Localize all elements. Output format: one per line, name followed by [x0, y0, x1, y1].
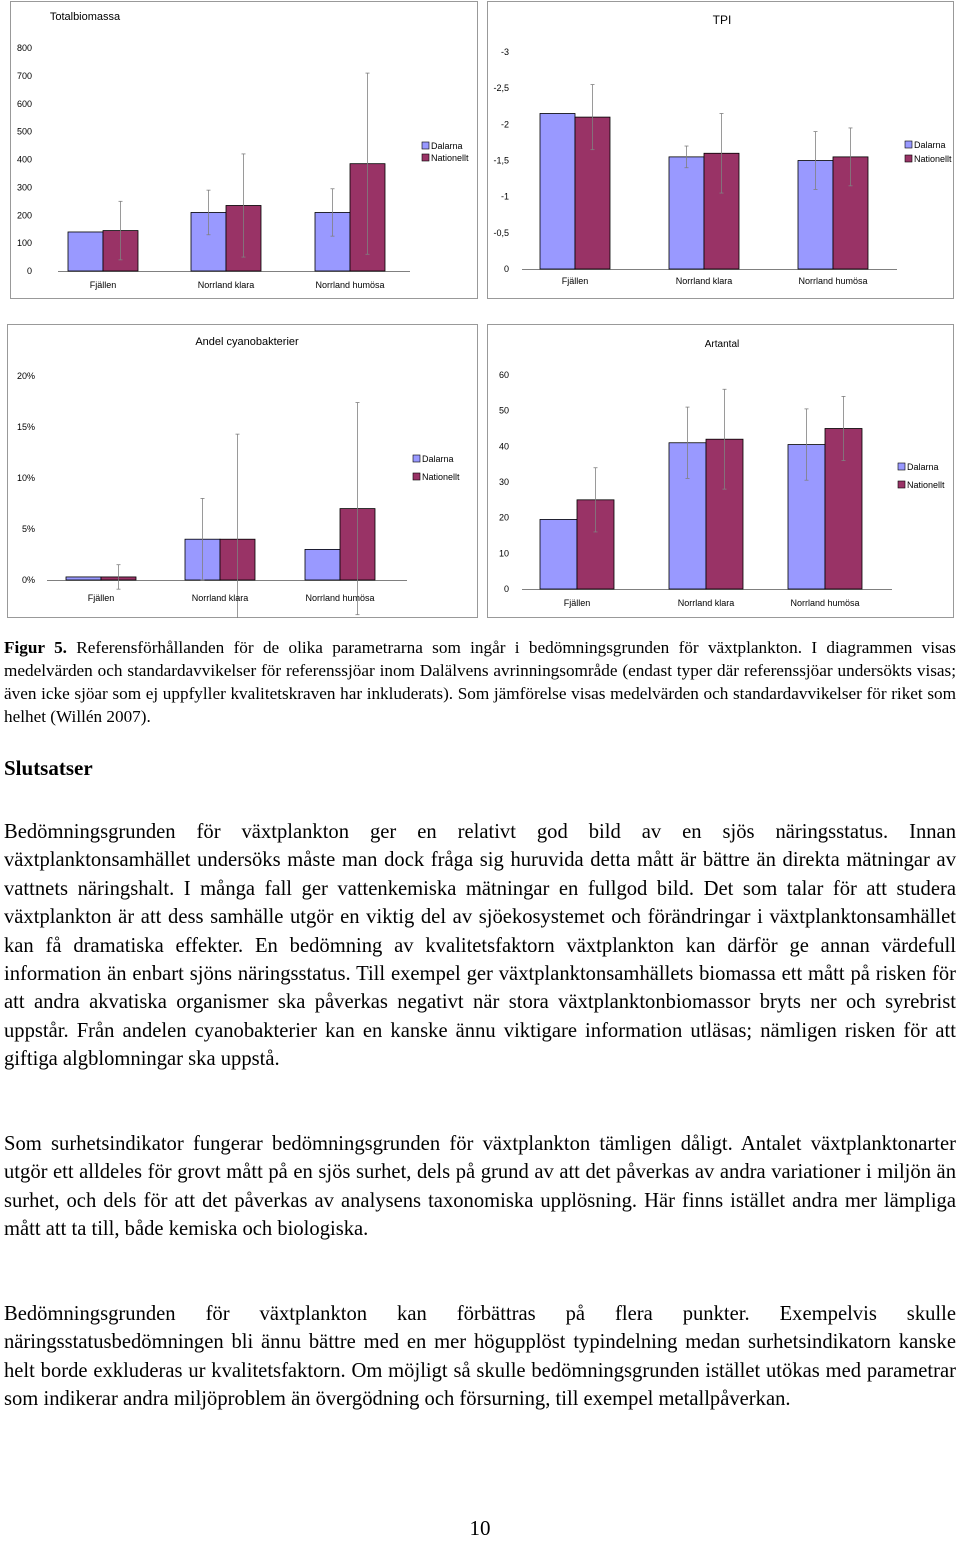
x-category-label: Fjällen	[563, 598, 591, 608]
legend-swatch	[413, 473, 420, 480]
x-category-label: Norrland klara	[191, 593, 249, 603]
chart-title: Artantal	[704, 339, 740, 350]
legend-label: Dalarna	[907, 462, 939, 472]
bar-dalarna	[68, 232, 103, 271]
legend-label: Nationellt	[907, 480, 945, 490]
legend-label: Dalarna	[914, 140, 946, 150]
bar-dalarna	[669, 157, 704, 269]
y-tick-label: 400	[16, 154, 32, 165]
legend-label: Dalarna	[431, 141, 463, 151]
y-tick-label: 0	[503, 264, 509, 274]
paragraph-3: Bedömningsgrunden för växtplankton kan förbättras på flera punkter. Exempelvis skulle näringsstatusbedömningen bli ännu bättre med en mer högupplöst typindelning medan surhetsindikatorn kanske helt borde exkluderas ur kvalitetsfaktorn. Om möjligt så skulle bedömningsgrunden istället utökas med parametrar som indikerar andra miljöproblem än övergödning och försurning, till exempel metallpåverkan.	[4, 1303, 956, 1411]
paragraph-1: Bedömningsgrunden för växtplankton ger en relativt god bild av en sjös näringsstatus. Innan växtplanktonsamhället undersöks måste man dock fråga sig huruvida detta mått är bättre än direkta mätningar av vattnets näringshalt. I många fall ger vattenkemiska mätningar en fullgod bild. Det som talar för att studera växtplankton är att dess samhälle utgör en viktig del av sjöekosystemet och förändringar i växtplanktonsamhället kan få dramatiska effekter. En bedömning av kvalitetsfaktorn växtplankton kan därför ge annan värdefull information än enbart sjöns näringsstatus. Till exempel ger växtplanktonsamhällets biomassa ett mått på risken för att andra akvatiska organismer ska påverkas negativt när stora växtplanktonbiomassor bryts ner och syrebrist uppstår. Från andelen cyanobakterier kan en kanske ännu viktigare information utläsas; nämligen risken för att giftiga algblomningar ska uppstå.	[4, 821, 956, 1071]
section-heading: Slutsatser	[4, 756, 93, 780]
chart-andel-cyanobakterier	[7, 324, 478, 618]
y-tick-label: 20	[498, 512, 509, 523]
y-tick-label: 600	[16, 98, 32, 109]
bar-dalarna	[66, 577, 101, 580]
page-number: 10	[469, 1516, 491, 1540]
y-tick-label: 15%	[16, 422, 35, 432]
chart-cyanobakterier-svg	[7, 324, 478, 618]
chart-title: Andel cyanobakterier	[195, 336, 299, 348]
legend-swatch	[422, 142, 429, 149]
x-category-label: Norrland klara	[197, 280, 255, 290]
y-tick-label: 300	[16, 182, 32, 193]
figure-caption-text: Referensförhållanden för de olika parametrarna som ingår i bedömningsgrunden för växtplankton. I diagrammen visas medelvärden och standardavvikelser för referenssjöar inom Dalälvens avrinningsområde (endast typer där referenssjöar undersökts visas; även icke sjöar som ej uppfyller kvalitetskraven har inkluderats). Som jämförelse visas medelvärden och standardavvikelser för riket som helhet (Willén 2007).	[4, 638, 956, 726]
y-tick-label: 200	[16, 210, 32, 221]
legend-swatch	[898, 463, 905, 470]
x-category-label: Fjällen	[87, 593, 115, 603]
y-tick-label: -3	[500, 47, 509, 57]
y-tick-label: 60	[498, 370, 509, 380]
chart-tpi	[487, 1, 954, 299]
x-category-label: Norrland humösa	[798, 276, 868, 286]
bar-dalarna	[540, 519, 577, 589]
chart-title: TPI	[712, 13, 732, 27]
y-tick-label: 50	[498, 405, 509, 416]
x-category-label: Norrland humösa	[305, 593, 375, 603]
figure-caption-label: Figur 5.	[4, 638, 67, 657]
y-tick-label: 100	[16, 238, 32, 249]
y-tick-label: 800	[16, 43, 32, 53]
x-category-label: Fjällen	[89, 280, 117, 290]
chart-artantal-svg	[487, 324, 954, 618]
y-tick-label: -0,5	[493, 227, 509, 238]
bar-dalarna	[305, 549, 340, 580]
chart-artantal	[487, 324, 954, 618]
y-tick-label: 700	[16, 70, 32, 81]
y-tick-label: -2	[500, 119, 509, 130]
legend-swatch	[905, 155, 912, 162]
y-tick-label: 40	[498, 441, 509, 452]
x-category-label: Fjällen	[561, 276, 589, 286]
legend-swatch	[898, 481, 905, 488]
chart-totalbiomassa	[10, 1, 478, 299]
legend-label: Nationellt	[431, 153, 469, 163]
legend-swatch	[905, 141, 912, 148]
x-category-label: Norrland humösa	[315, 280, 385, 290]
legend-label: Nationellt	[914, 154, 952, 164]
y-tick-label: 20%	[16, 371, 35, 381]
y-tick-label: 0	[503, 584, 509, 594]
chart-title: Totalbiomassa	[49, 11, 121, 23]
y-tick-label: 500	[16, 126, 32, 137]
paragraph-2: Som surhetsindikator fungerar bedömningsgrunden för växtplankton tämligen dåligt. Antalet växtplanktonarter utgör ett alldeles för grovt mått på en sjös surhet, dels på grund av att det påverkas av andra variationer i miljön än surhet, och dels för att det påverkas av analysens taxonomiska upplösning. Här finns istället andra mer lämpliga mått att ta till, både kemiska och biologiska.	[4, 1133, 956, 1241]
x-category-label: Norrland klara	[675, 276, 733, 286]
y-tick-label: 0%	[21, 575, 35, 585]
legend-swatch	[422, 154, 429, 161]
x-category-label: Norrland klara	[677, 598, 735, 608]
y-tick-label: 30	[498, 477, 509, 487]
y-tick-label: 10%	[16, 473, 35, 483]
y-tick-label: 10	[498, 548, 509, 559]
x-category-label: Norrland humösa	[790, 598, 860, 608]
legend-label: Nationellt	[422, 472, 460, 482]
legend-label: Dalarna	[422, 454, 454, 464]
y-tick-label: 5%	[21, 524, 35, 534]
y-tick-label: -1,5	[493, 155, 509, 166]
legend-swatch	[413, 455, 420, 462]
figure-caption	[4, 636, 956, 728]
chart-tpi-svg	[487, 1, 954, 299]
y-tick-label: 0	[26, 266, 32, 276]
y-tick-label: -1	[500, 191, 509, 202]
bar-dalarna	[540, 113, 575, 269]
y-tick-label: -2,5	[493, 83, 509, 94]
chart-totalbiomassa-svg	[10, 1, 478, 299]
